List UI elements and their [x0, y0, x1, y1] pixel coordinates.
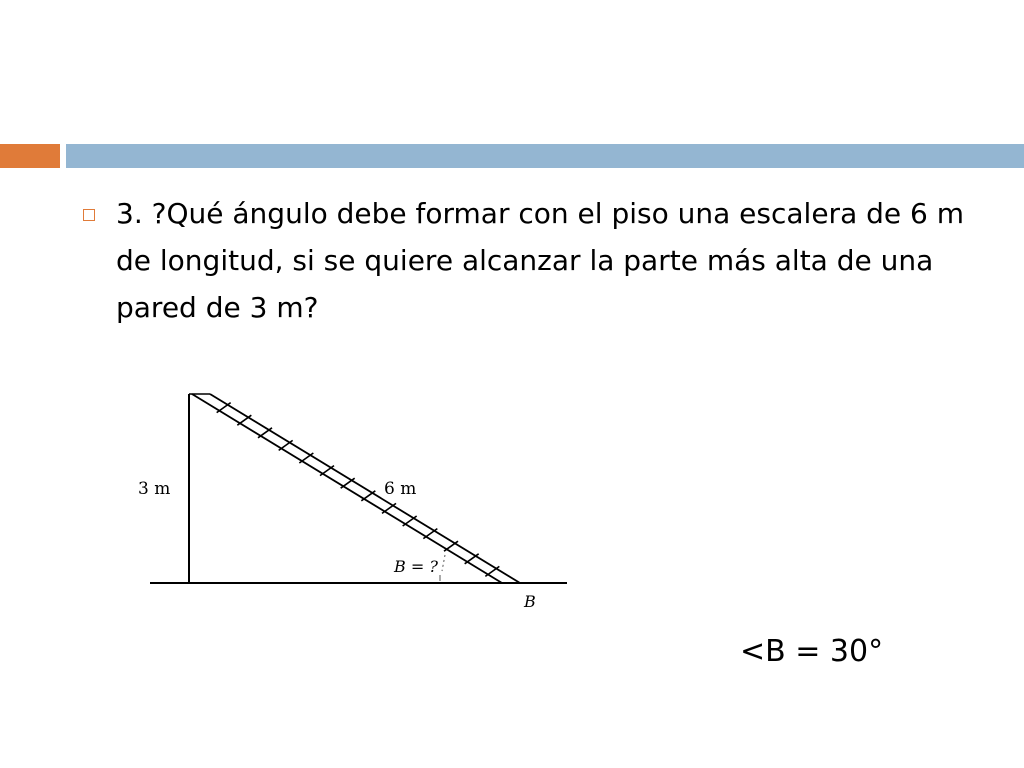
wall-length-label: 3 m: [138, 479, 171, 499]
header-accent-blue-bar: [66, 144, 1024, 168]
vertex-b-label: B: [524, 592, 536, 611]
ladder-rung: [237, 415, 251, 425]
ladder-rung: [382, 503, 396, 513]
question-text: 3. ?Qué ángulo debe formar con el piso una escalera de 6 m de longitud, si se quiere alcanzar la parte más alta de una pared de 3 m?: [116, 197, 965, 324]
angle-question-label: B = ?: [394, 557, 438, 576]
ladder-rung: [485, 566, 499, 576]
ladder-rung: [423, 529, 437, 539]
ladder-rung: [361, 491, 375, 501]
ladder-rung: [258, 428, 272, 438]
ladder-rail-lower: [192, 394, 502, 583]
ladder-rung: [444, 541, 458, 551]
ladder-rung: [279, 440, 293, 450]
ladder-diagram: [130, 375, 590, 625]
ladder-rung: [320, 466, 334, 476]
ladder-rung: [403, 516, 417, 526]
header-accent-orange-bar: [0, 144, 60, 168]
ladder-rail-upper: [210, 394, 520, 583]
bullet-square-icon: [83, 209, 95, 221]
ladder-rung: [299, 453, 313, 463]
angle-arc-mark: [442, 555, 445, 571]
ladder-rung: [465, 554, 479, 564]
ladder-rung: [341, 478, 355, 488]
ladder-rung: [217, 403, 231, 413]
answer-text: <B = 30°: [740, 634, 884, 669]
ladder-length-label: 6 m: [384, 479, 417, 499]
ladder-rungs: [217, 403, 500, 577]
